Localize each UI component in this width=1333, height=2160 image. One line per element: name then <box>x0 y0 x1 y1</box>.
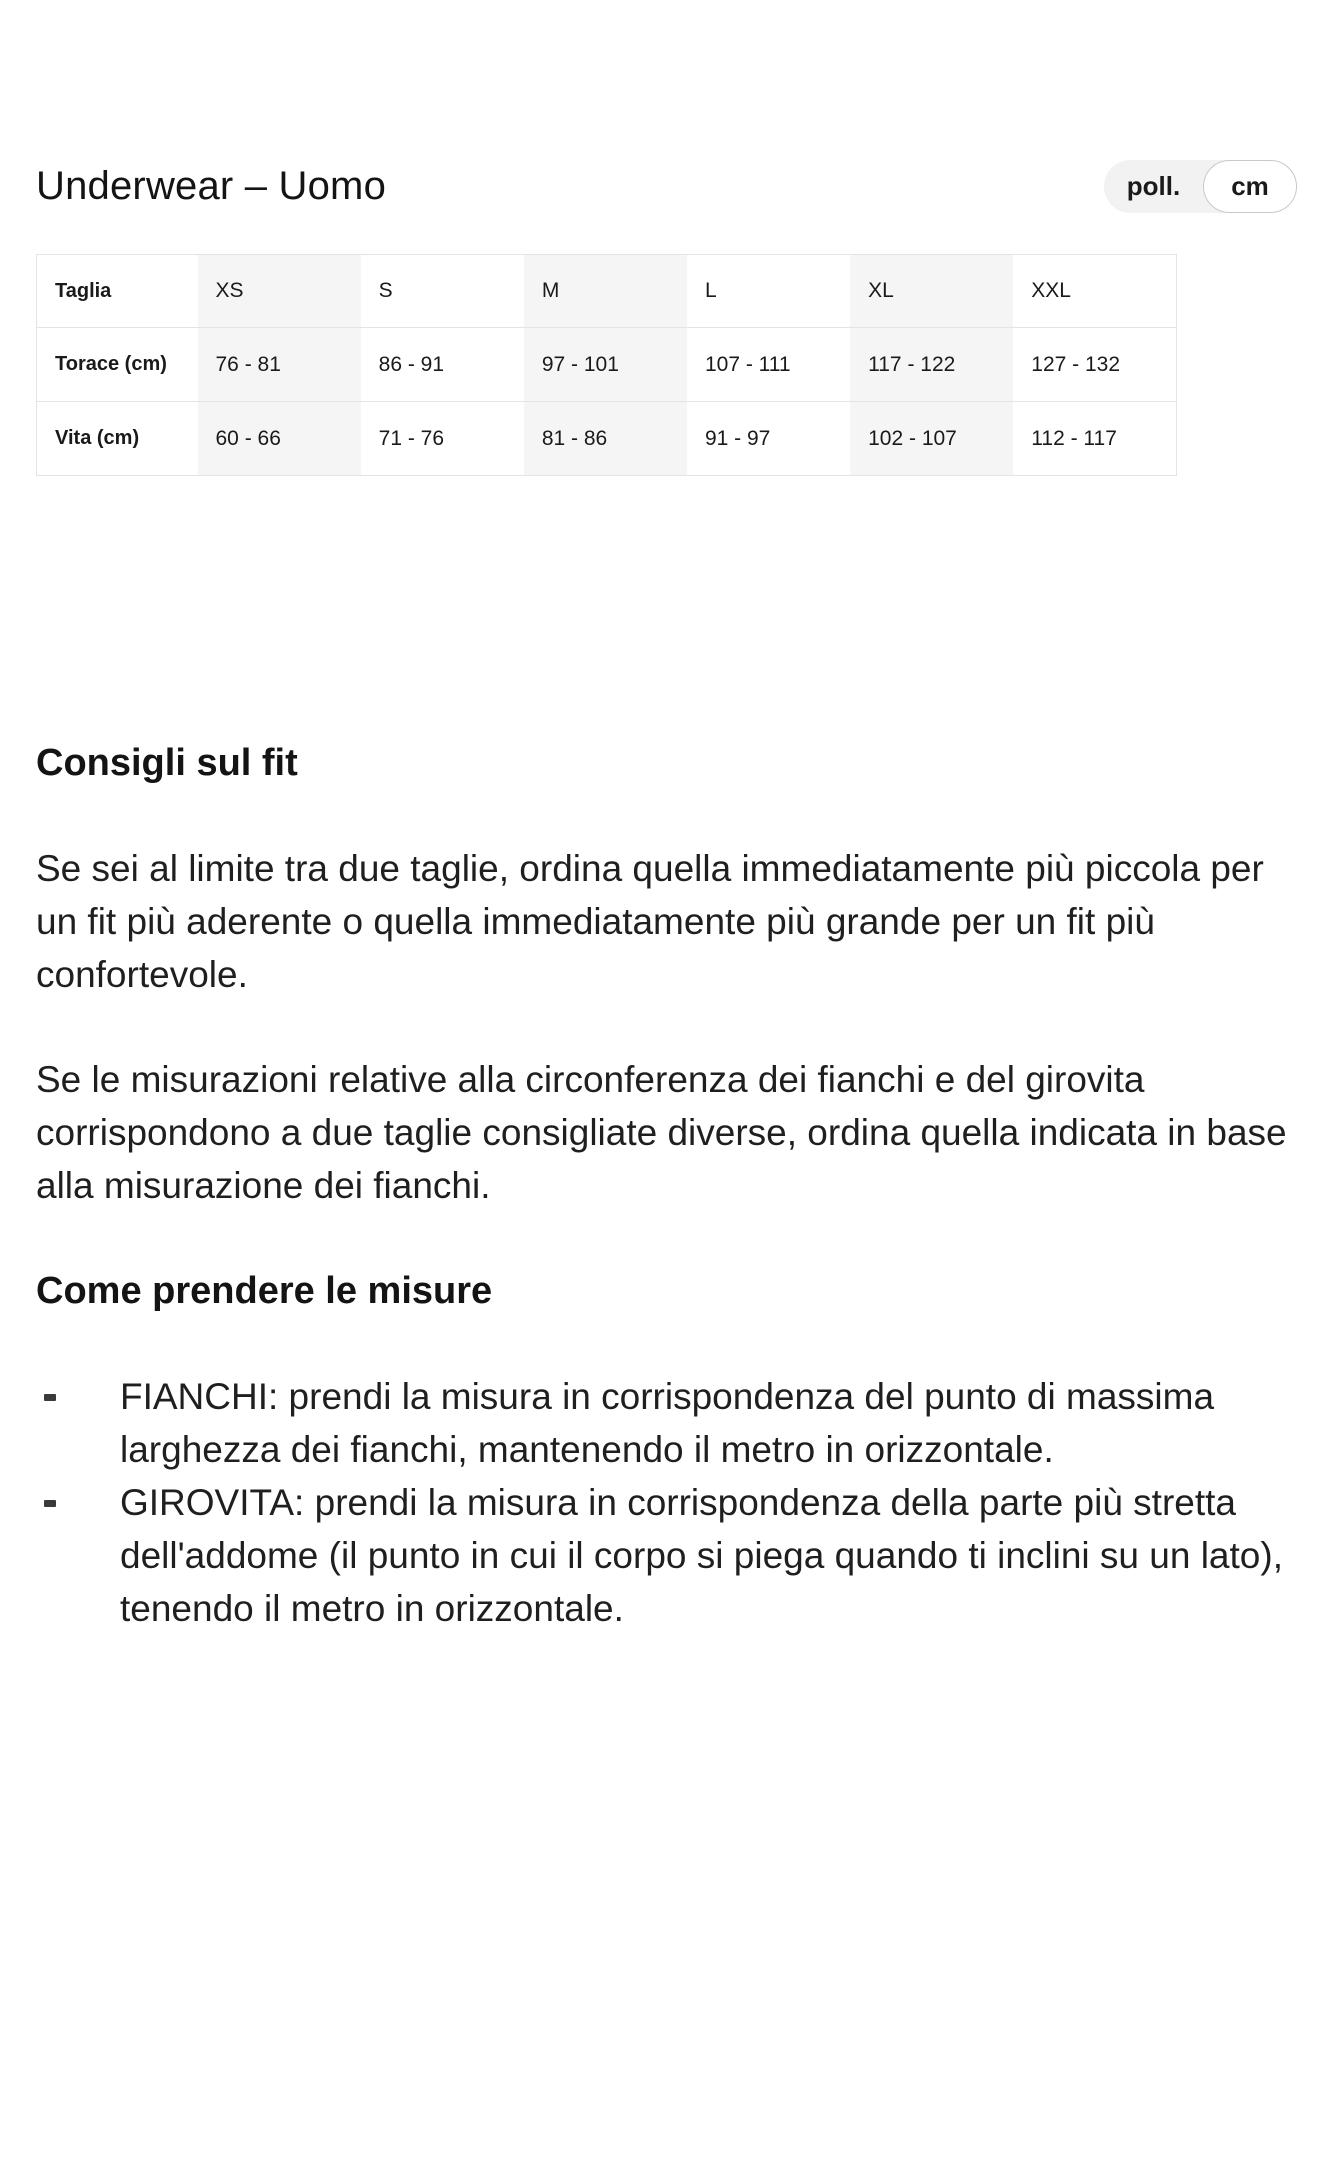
table-row-torace <box>37 328 1177 402</box>
vita-s: 71 - 76 <box>378 426 445 450</box>
torace-m: 97 - 101 <box>541 352 619 376</box>
table-header-s: S <box>378 279 393 302</box>
vita-xxl: 112 - 117 <box>1031 426 1117 450</box>
table-header-xs: XS <box>215 279 244 302</box>
table-header-taglia: Taglia <box>55 279 112 302</box>
fit-advice-paragraph-2: Se le misurazioni relative alla circonferenza dei fianchi e del girovita corrispondono a due taglie consigliate diverse, ordina quella indicata in base alla misurazione dei fianchi. <box>36 1059 1287 1206</box>
list-item-girovita <box>36 1476 1297 1635</box>
torace-s: 86 - 91 <box>378 352 445 376</box>
list-item-fianchi <box>36 1370 1297 1476</box>
bullet-dash-icon <box>44 1500 56 1507</box>
table-header-xxl: XXL <box>1031 279 1071 302</box>
how-to-measure-heading: Come prendere le misure <box>36 1270 493 1312</box>
table-header-l: L <box>704 279 717 302</box>
size-table <box>36 254 1177 476</box>
vita-xs: 60 - 66 <box>215 426 281 450</box>
size-table-header-row <box>37 255 1177 328</box>
unit-option-cm[interactable]: cm <box>1203 160 1297 213</box>
torace-xxl: 127 - 132 <box>1031 352 1121 376</box>
topbar <box>36 160 1297 213</box>
vita-xl: 102 - 107 <box>868 426 957 450</box>
unit-toggle[interactable] <box>1104 160 1297 213</box>
list-item-fianchi-text: FIANCHI: prendi la misura in corrispondenza del punto di massima larghezza dei fianchi, mantenendo il metro in orizzontale. <box>120 1376 1215 1470</box>
list-item-girovita-text: GIROVITA: prendi la misura in corrispondenza della parte più stretta dell'addome (il punto in cui il corpo si piega quando ti inclini su un lato), tenendo il metro in orizzontale. <box>120 1482 1283 1629</box>
vita-l: 91 - 97 <box>704 426 771 450</box>
unit-option-inches[interactable]: poll. <box>1104 160 1203 213</box>
row-label-vita: Vita (cm) <box>55 427 140 449</box>
fit-advice-heading: Consigli sul fit <box>36 742 298 784</box>
page-title: Underwear – Uomo <box>36 164 387 208</box>
torace-xl: 117 - 122 <box>868 352 956 376</box>
table-row-vita <box>37 402 1177 476</box>
vita-m: 81 - 86 <box>541 426 608 450</box>
table-header-xl: XL <box>868 279 894 302</box>
fit-advice-paragraph-1: Se sei al limite tra due taglie, ordina quella immediatamente più piccola per un fit più aderente o quella immediatamente più grande per un fit più confortevole. <box>36 848 1264 995</box>
measure-instructions-list <box>36 1370 1297 1635</box>
torace-l: 107 - 111 <box>704 352 791 376</box>
row-label-torace: Torace (cm) <box>55 353 167 375</box>
torace-xs: 76 - 81 <box>215 352 281 376</box>
size-guide-page <box>0 160 1333 2160</box>
table-header-m: M <box>541 279 560 302</box>
bullet-dash-icon <box>44 1394 56 1401</box>
